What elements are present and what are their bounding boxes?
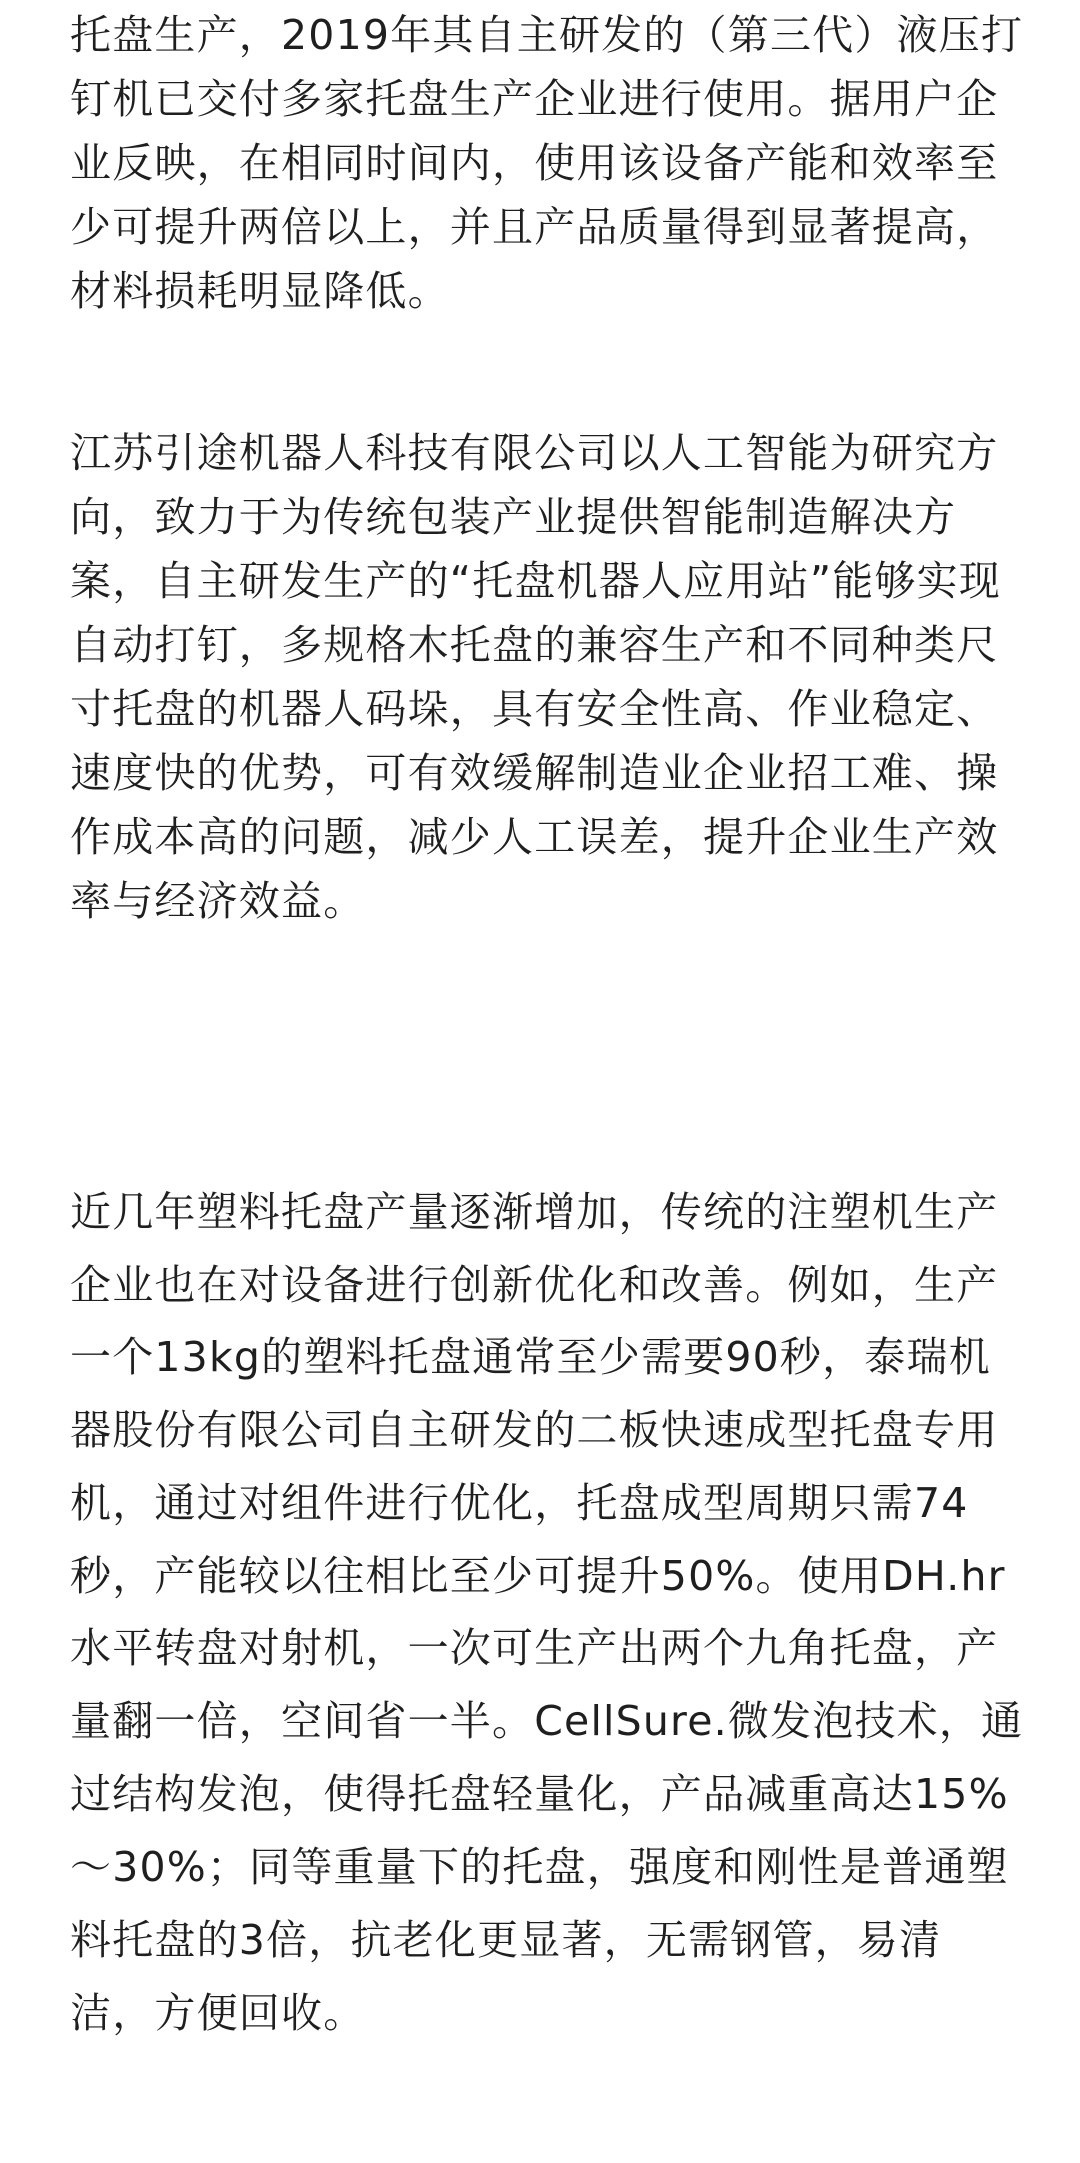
text-line: 一个13kg的塑料托盘通常至少需要90秒，泰瑞机 [70, 1333, 991, 1381]
text-line: ～30%；同等重量下的托盘，强度和刚性是普通塑 [70, 1843, 1009, 1891]
text-line: 案，自主研发生产的“托盘机器人应用站”能够实现 [70, 557, 1002, 605]
text-line: 率与经济效益。 [70, 877, 366, 925]
text-line: 器股份有限公司自主研发的二板快速成型托盘专用 [70, 1406, 999, 1454]
text-line: 向，致力于为传统包装产业提供智能制造解决方 [70, 493, 957, 541]
text-line: 材料损耗明显降低。 [70, 267, 450, 315]
text-line: 近几年塑料托盘产量逐渐增加，传统的注塑机生产 [70, 1188, 999, 1236]
text-line: 机，通过对组件进行优化，托盘成型周期只需74 [70, 1479, 969, 1527]
text-line: 量翻一倍，空间省一半。CellSure.微发泡技术，通 [70, 1697, 1024, 1745]
text-line: 托盘生产，2019年其自主研发的（第三代）液压打 [70, 11, 1024, 59]
text-line: 秒，产能较以往相比至少可提升50%。使用DH.hr [70, 1552, 1006, 1600]
text-line: 江苏引途机器人科技有限公司以人工智能为研究方 [70, 429, 999, 477]
text-line: 速度快的优势，可有效缓解制造业企业招工难、操 [70, 749, 999, 797]
text-line: 寸托盘的机器人码垛，具有安全性高、作业稳定、 [70, 685, 999, 733]
text-line: 水平转盘对射机，一次可生产出两个九角托盘，产 [70, 1624, 999, 1672]
text-line: 企业也在对设备进行创新优化和改善。例如，生产 [70, 1261, 999, 1309]
text-line: 过结构发泡，使得托盘轻量化，产品减重高达15% [70, 1770, 1009, 1818]
text-line: 钉机已交付多家托盘生产企业进行使用。据用户企 [70, 75, 999, 123]
text-line: 自动打钉，多规格木托盘的兼容生产和不同种类尺 [70, 621, 999, 669]
text-line: 洁，方便回收。 [70, 1989, 366, 2037]
text-line: 少可提升两倍以上，并且产品质量得到显著提高， [70, 203, 999, 251]
text-line: 作成本高的问题，减少人工误差，提升企业生产效 [70, 813, 999, 861]
text-line: 业反映，在相同时间内，使用该设备产能和效率至 [70, 139, 999, 187]
text-line: 料托盘的3倍，抗老化更显著，无需钢管，易清 [70, 1916, 942, 1964]
